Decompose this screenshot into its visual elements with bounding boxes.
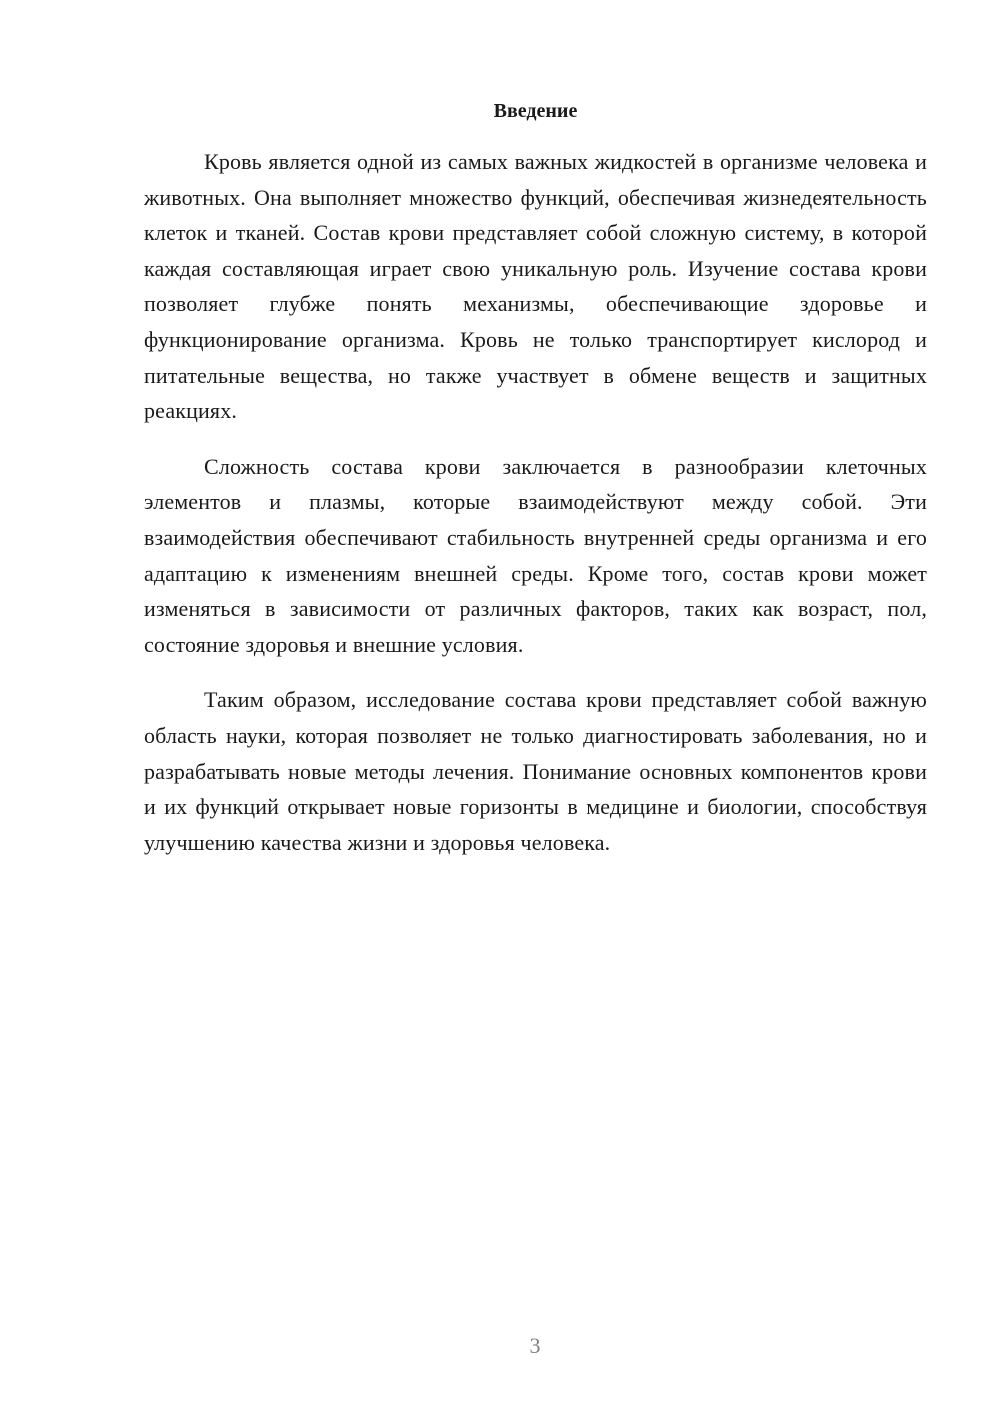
page-content xyxy=(144,96,927,880)
page-number: 3 xyxy=(529,1333,541,1358)
paragraph-2: Сложность состава крови заключается в разнообразии клеточных элементов и плазмы, которые взаимодействуют между собой. Эти взаимодействия обеспечивают стабильность внутренней среды организма и его адаптацию к изменениям внешней среды. Кроме того, состав крови может изменяться в зависимости от различных факторов, таких как возраст, пол, состояние здоровья и внешние условия. xyxy=(144,453,927,657)
paragraph-1: Кровь является одной из самых важных жидкостей в организме человека и животных. Она выполняет множество функций, обеспечивая жизнедеятельность клеток и тканей. Состав крови представляет собой сложную систему, в которой каждая составляющая играет свою уникальную роль. Изучение состава крови позволяет глубже понять механизмы, обеспечивающие здоровье и функционирование организма. Кровь не только транспортирует кислород и питательные вещества, но также участвует в обмене веществ и защитных реакциях. xyxy=(144,149,927,424)
paragraph-3: Таким образом, исследование состава крови представляет собой важную область науки, которая позволяет не только диагностировать заболевания, но и разрабатывать новые методы лечения. Понимание основных компонентов крови и их функций открывает новые горизонты в медицине и биологии, способствуя улучшению качества жизни и здоровья человека. xyxy=(144,687,927,855)
section-heading: Введение xyxy=(493,100,578,122)
